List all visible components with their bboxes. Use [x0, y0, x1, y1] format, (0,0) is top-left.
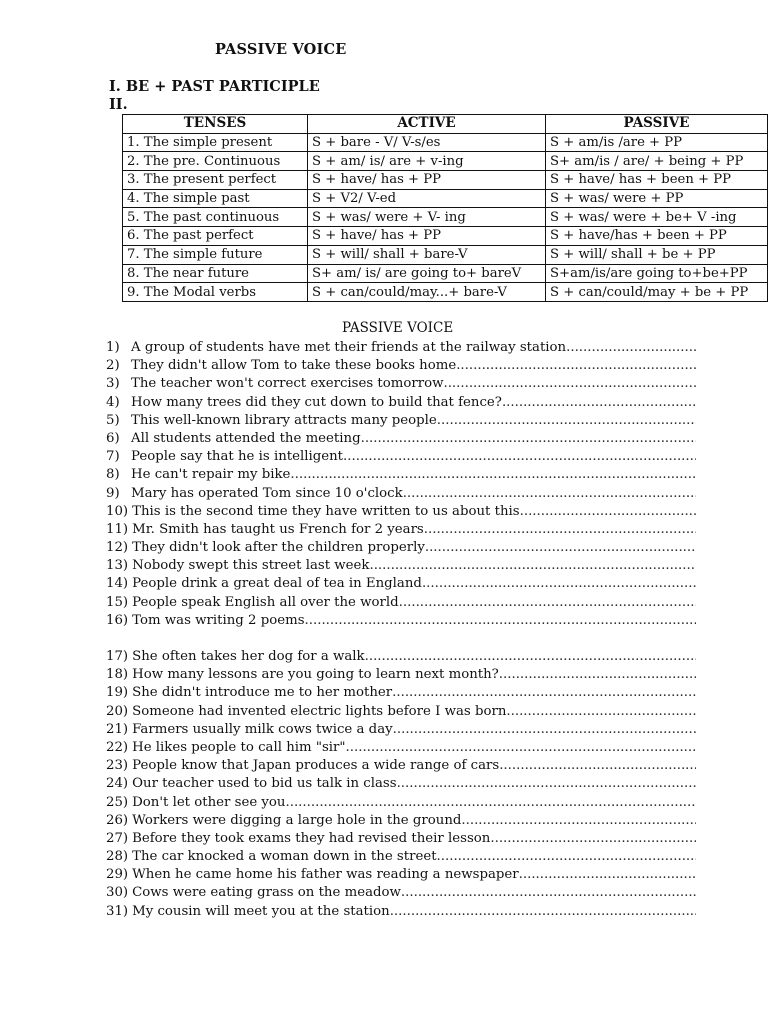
table-row	[123, 133, 768, 152]
answer-blank	[401, 884, 696, 902]
exercise-number: 5)	[106, 412, 120, 428]
exercise-number: 9)	[106, 485, 120, 501]
answer-blank	[343, 448, 696, 466]
answer-blank	[286, 794, 697, 812]
active-cell: S + can/could/may...+ bare-V	[308, 283, 546, 302]
exercise-sentence: They didn't look after the children properly	[132, 540, 425, 556]
exercise-number: 6)	[106, 430, 120, 446]
exercise-sentence: Farmers usually milk cows twice a day	[132, 721, 393, 737]
exercise-item	[106, 375, 696, 393]
answer-blank	[425, 539, 696, 557]
exercise-item	[106, 612, 696, 630]
table-row	[123, 227, 768, 246]
exercise-item	[106, 339, 696, 357]
passive-cell: S+am/is/are going to+be+PP	[546, 264, 768, 283]
answer-blank	[502, 394, 696, 412]
exercise-item	[106, 539, 696, 557]
answer-blank	[290, 466, 696, 484]
page-title: PASSIVE VOICE	[215, 41, 347, 58]
table-header-row	[123, 115, 768, 134]
answer-blank	[443, 375, 696, 393]
header-active: ACTIVE	[308, 115, 546, 134]
tense-cell: 8. The near future	[123, 264, 308, 283]
exercise-item	[106, 721, 696, 739]
table-row	[123, 208, 768, 227]
answer-blank	[456, 357, 696, 375]
passive-cell: S + was/ were + be+ V -ing	[546, 208, 768, 227]
exercise-item	[106, 757, 696, 775]
active-cell: S + bare - V/ V-s/es	[308, 133, 546, 152]
exercise-number: 15)	[106, 594, 129, 610]
section-heading-1: I. BE + PAST PARTICIPLE	[109, 78, 320, 95]
passive-cell: S+ am/is / are/ + being + PP	[546, 152, 768, 171]
exercise-sentence: He likes people to call him "sir"	[132, 739, 346, 755]
answer-blank	[403, 485, 696, 503]
tense-cell: 1. The simple present	[123, 133, 308, 152]
exercise-sentence: They didn't allow Tom to take these books home	[131, 358, 457, 374]
table-row	[123, 264, 768, 283]
passive-cell: S + have/ has + been + PP	[546, 171, 768, 190]
exercise-sentence: Cows were eating grass on the meadow	[132, 885, 401, 901]
exercise-item	[106, 394, 696, 412]
exercise-number: 11)	[106, 521, 129, 537]
exercise-sentence: People drink a great deal of tea in England	[132, 576, 422, 592]
exercise-sentence: Someone had invented electric lights before I was born	[132, 703, 507, 719]
exercise-number: 8)	[106, 467, 120, 483]
exercise-number: 3)	[106, 376, 120, 392]
exercise-item	[106, 485, 696, 503]
exercise-number: 19)	[106, 685, 129, 701]
exercise-sentence: She often takes her dog for a walk	[132, 649, 365, 664]
exercise-item	[106, 466, 696, 484]
answer-blank	[399, 594, 696, 612]
exercise-sentence: A group of students have met their friends at the railway station	[131, 340, 567, 355]
table-row	[123, 245, 768, 264]
active-cell: S + V2/ V-ed	[308, 189, 546, 208]
answer-blank	[397, 775, 696, 793]
exercise-sentence: She didn't introduce me to her mother	[132, 685, 393, 701]
answer-blank	[506, 703, 696, 721]
active-cell: S + am/ is/ are + v-ing	[308, 152, 546, 171]
header-tenses: TENSES	[123, 115, 308, 134]
passive-cell: S + have/has + been + PP	[546, 227, 768, 246]
exercise-sentence: The teacher won't correct exercises tomorrow	[131, 376, 444, 392]
tense-cell: 6. The past perfect	[123, 227, 308, 246]
exercise-item	[106, 866, 696, 884]
exercise-number: 17)	[106, 649, 129, 664]
tense-cell: 4. The simple past	[123, 189, 308, 208]
exercise-item	[106, 775, 696, 793]
answer-blank	[392, 684, 696, 702]
header-passive: PASSIVE	[546, 115, 768, 134]
answer-blank	[461, 812, 696, 830]
exercise-number: 12)	[106, 540, 129, 556]
active-cell: S + will/ shall + bare-V	[308, 245, 546, 264]
table-row	[123, 152, 768, 171]
answer-blank	[369, 557, 696, 575]
exercise-sentence: People speak English all over the world	[132, 594, 399, 610]
exercise-item	[106, 739, 696, 757]
exercise-number: 4)	[106, 394, 120, 410]
tense-cell: 9. The Modal verbs	[123, 283, 308, 302]
tense-cell: 2. The pre. Continuous	[123, 152, 308, 171]
passive-cell: S + can/could/may + be + PP	[546, 283, 768, 302]
exercise-item	[106, 903, 696, 921]
table-row	[123, 189, 768, 208]
answer-blank	[393, 721, 696, 739]
answer-blank	[390, 903, 696, 921]
exercise-number: 2)	[106, 358, 120, 374]
passive-cell: S + will/ shall + be + PP	[546, 245, 768, 264]
exercise-list	[106, 339, 696, 921]
exercise-item	[106, 648, 696, 666]
answer-blank	[566, 339, 696, 357]
exercise-sentence: Mary has operated Tom since 10 o'clock	[131, 485, 403, 501]
exercise-item	[106, 848, 696, 866]
exercise-sentence: Our teacher used to bid us talk in class	[132, 776, 397, 792]
active-cell: S + was/ were + V- ing	[308, 208, 546, 227]
exercise-number: 16)	[106, 612, 129, 628]
exercise-item	[106, 521, 696, 539]
answer-blank	[422, 575, 696, 593]
tense-cell: 5. The past continuous	[123, 208, 308, 227]
exercise-number: 25)	[106, 794, 129, 810]
exercise-item	[106, 412, 696, 430]
exercise-item	[106, 503, 696, 521]
tense-cell: 7. The simple future	[123, 245, 308, 264]
exercise-item	[106, 557, 696, 575]
exercise-sentence: How many lessons are you going to learn next month?	[132, 667, 499, 683]
active-cell: S+ am/ is/ are going to+ bareV	[308, 264, 546, 283]
answer-blank	[361, 430, 696, 448]
exercise-number: 14)	[106, 576, 129, 592]
answer-blank	[490, 830, 696, 848]
exercise-item	[106, 575, 696, 593]
exercise-item	[106, 430, 696, 448]
exercise-item	[106, 830, 696, 848]
exercise-title: PASSIVE VOICE	[342, 320, 454, 336]
exercise-sentence: All students attended the meeting	[131, 430, 361, 446]
exercise-number: 7)	[106, 449, 120, 465]
exercise-sentence: This is the second time they have written to us about this	[132, 503, 520, 519]
exercise-item	[106, 794, 696, 812]
answer-blank	[437, 412, 696, 430]
active-cell: S + have/ has + PP	[308, 227, 546, 246]
passive-cell: S + was/ were + PP	[546, 189, 768, 208]
answer-blank	[424, 521, 696, 539]
exercise-item	[106, 448, 696, 466]
answer-blank	[365, 648, 696, 666]
exercise-number: 1)	[106, 340, 120, 355]
exercise-item	[106, 357, 696, 375]
exercise-sentence: How many trees did they cut down to build that fence?	[131, 394, 502, 410]
answer-blank	[346, 739, 696, 757]
exercise-sentence: Don't let other see you	[132, 794, 286, 810]
exercise-sentence: Before they took exams they had revised their lesson	[132, 830, 491, 846]
exercise-sentence: My cousin will meet you at the station	[132, 903, 390, 919]
exercise-sentence: When he came home his father was reading a newspaper	[132, 867, 519, 883]
exercise-sentence: The car knocked a woman down in the street	[132, 849, 437, 865]
exercise-number: 27)	[106, 830, 129, 846]
active-cell: S + have/ has + PP	[308, 171, 546, 190]
section-heading-2: II.	[109, 96, 128, 113]
exercise-number: 28)	[106, 849, 129, 865]
exercise-number: 24)	[106, 776, 129, 792]
tenses-table	[122, 114, 768, 302]
answer-blank	[437, 848, 696, 866]
exercise-item	[106, 594, 696, 612]
exercise-number: 29)	[106, 867, 129, 883]
exercise-number: 23)	[106, 758, 129, 774]
exercise-number: 20)	[106, 703, 129, 719]
exercise-number: 18)	[106, 667, 129, 683]
answer-blank	[305, 612, 696, 630]
exercise-number: 31)	[106, 903, 129, 919]
exercise-number: 10)	[106, 503, 129, 519]
exercise-item	[106, 684, 696, 702]
answer-blank	[499, 666, 696, 684]
exercise-sentence: Mr. Smith has taught us French for 2 years	[132, 521, 424, 537]
exercise-item	[106, 666, 696, 684]
exercise-item	[106, 703, 696, 721]
answer-blank	[519, 866, 696, 884]
tense-cell: 3. The present perfect	[123, 171, 308, 190]
exercise-number: 30)	[106, 885, 129, 901]
exercise-number: 22)	[106, 739, 129, 755]
exercise-sentence: People say that he is intelligent	[131, 449, 344, 465]
exercise-number: 13)	[106, 558, 129, 574]
exercise-sentence: Workers were digging a large hole in the ground	[132, 812, 462, 828]
answer-blank	[520, 503, 696, 521]
exercise-sentence: He can't repair my bike	[131, 467, 291, 483]
exercise-sentence: Nobody swept this street last week	[132, 558, 370, 574]
exercise-sentence: Tom was writing 2 poems	[132, 612, 305, 628]
exercise-sentence: People know that Japan produces a wide range of cars	[132, 758, 500, 774]
table-row	[123, 283, 768, 302]
exercise-item	[106, 884, 696, 902]
exercise-number: 21)	[106, 721, 129, 737]
exercise-sentence: This well-known library attracts many people	[131, 412, 437, 428]
table-row	[123, 171, 768, 190]
exercise-item	[106, 812, 696, 830]
answer-blank	[499, 757, 696, 775]
exercise-number: 26)	[106, 812, 129, 828]
passive-cell: S + am/is /are + PP	[546, 133, 768, 152]
